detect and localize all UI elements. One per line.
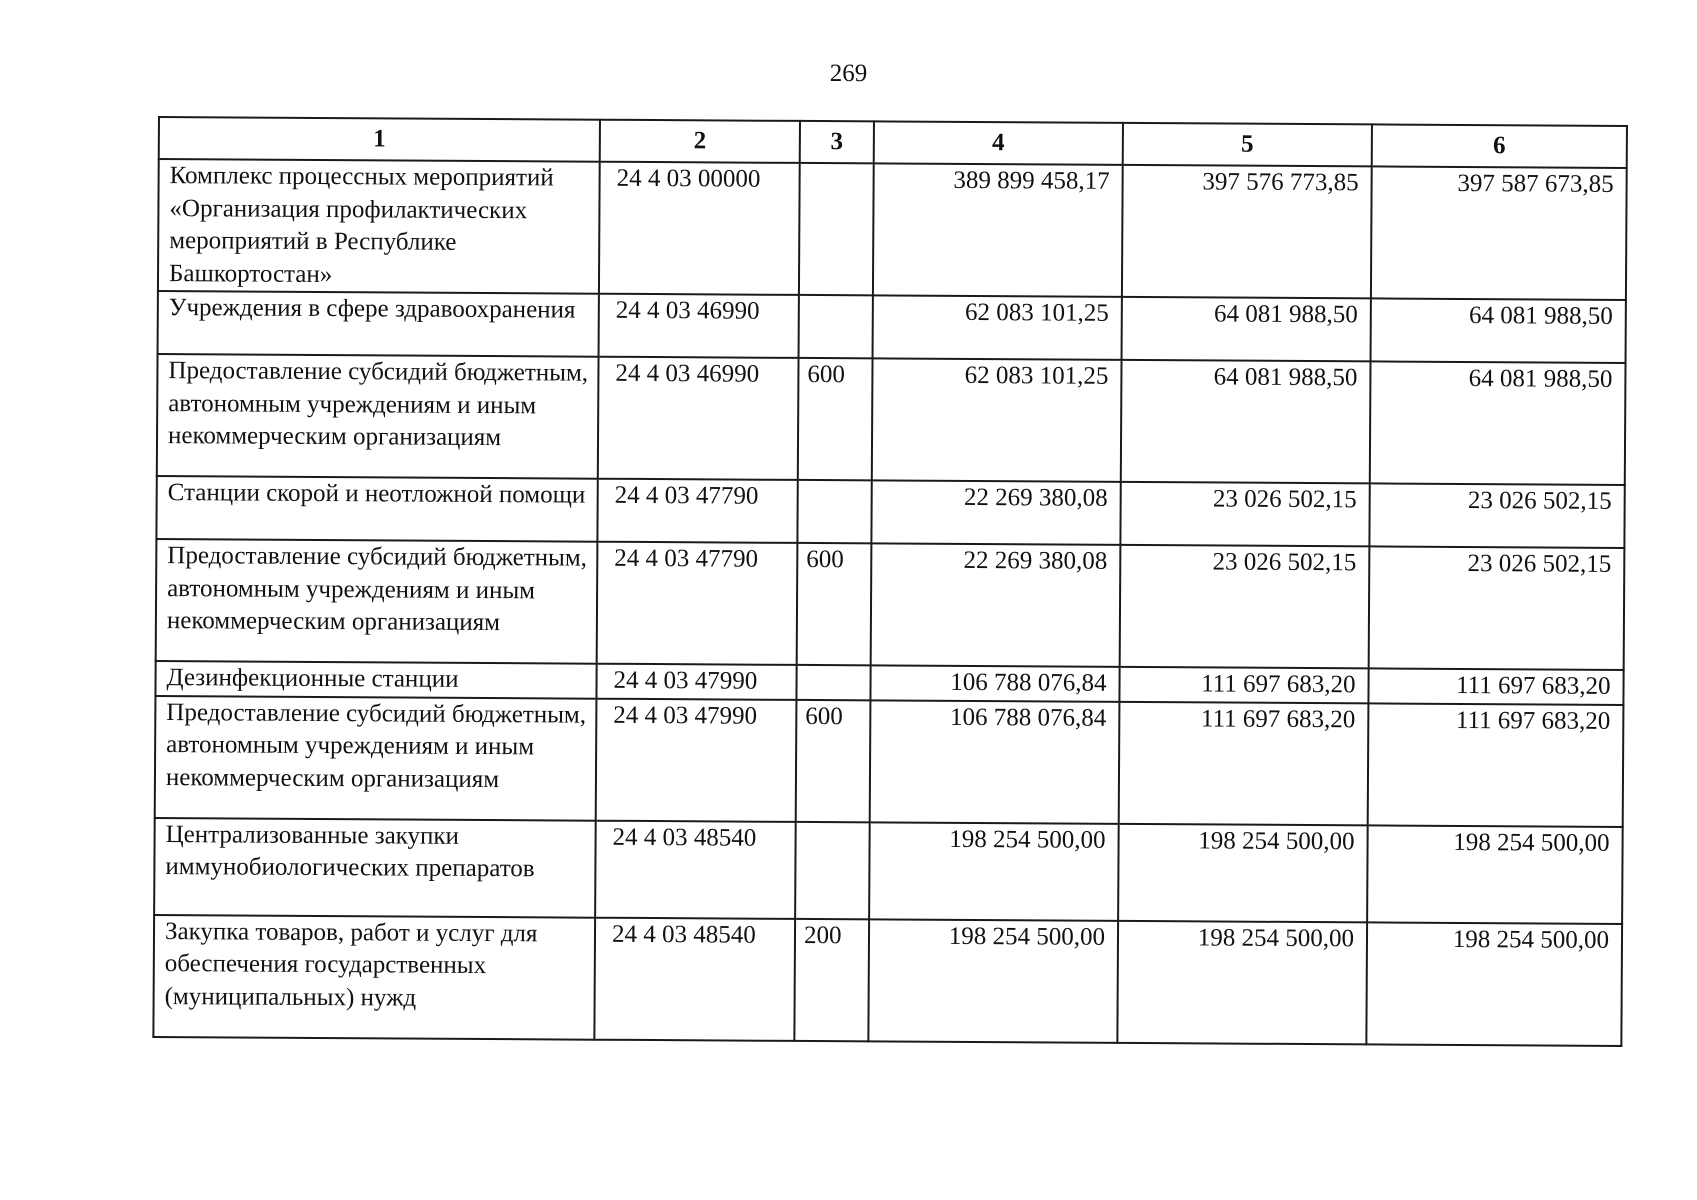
row-value-5: 23 026 502,15 (1120, 545, 1370, 669)
row-value-6: 198 254 500,00 (1367, 825, 1623, 924)
row-code: 24 4 03 47790 (597, 479, 797, 543)
row-value-6: 23 026 502,15 (1369, 483, 1624, 548)
table-row (158, 159, 1627, 300)
row-name: Дезинфекционные станции (155, 661, 596, 698)
row-expense-type (797, 480, 871, 543)
row-value-4: 106 788 076,84 (870, 665, 1119, 701)
row-name: Предоставление субсидий бюджетным, автономным учреждениям и иным некоммерческим организациям (157, 354, 599, 479)
row-value-4: 198 254 500,00 (868, 919, 1118, 1043)
row-value-5: 64 081 988,50 (1121, 360, 1371, 484)
column-header-5: 5 (1123, 123, 1372, 167)
row-value-4: 62 083 101,25 (872, 358, 1122, 482)
row-expense-type (799, 295, 873, 358)
row-value-5: 111 697 683,20 (1119, 701, 1369, 825)
row-expense-type: 600 (796, 699, 871, 821)
row-name: Предоставление субсидий бюджетным, автономным учреждениям и иным некоммерческим организациям (156, 539, 598, 664)
row-value-6: 64 081 988,50 (1371, 298, 1626, 363)
row-expense-type: 600 (797, 543, 872, 665)
row-value-6: 111 697 683,20 (1368, 668, 1623, 704)
row-value-4: 198 254 500,00 (869, 822, 1119, 921)
row-value-5: 64 081 988,50 (1122, 297, 1371, 362)
row-code: 24 4 03 47990 (596, 698, 797, 821)
column-header-4: 4 (874, 121, 1123, 165)
row-expense-type: 200 (794, 918, 869, 1040)
page-number: 269 (829, 60, 868, 87)
row-code: 24 4 03 00000 (599, 162, 800, 295)
row-code: 24 4 03 48540 (594, 917, 795, 1040)
row-value-6: 397 587 673,85 (1371, 166, 1627, 300)
table-row (157, 354, 1626, 485)
column-header-1: 1 (159, 117, 600, 162)
table-row (156, 476, 1624, 548)
row-name: Станции скорой и неотложной помощи (156, 476, 597, 542)
row-value-4: 62 083 101,25 (873, 295, 1122, 360)
row-value-5: 111 697 683,20 (1119, 667, 1368, 703)
row-value-4: 106 788 076,84 (870, 700, 1120, 824)
row-value-6: 198 254 500,00 (1366, 922, 1622, 1046)
row-value-4: 22 269 380,08 (871, 480, 1120, 545)
row-name: Централизованные закупки иммунобиологических препаратов (154, 817, 596, 917)
row-name: Учреждения в сфере здравоохранения (158, 291, 599, 357)
column-header-6: 6 (1372, 124, 1627, 168)
budget-table (152, 116, 1628, 1046)
row-expense-type: 600 (798, 358, 873, 480)
row-value-6: 64 081 988,50 (1370, 361, 1626, 485)
row-value-5: 198 254 500,00 (1117, 920, 1367, 1044)
row-expense-type (795, 821, 870, 918)
column-header-3: 3 (800, 121, 874, 163)
row-code: 24 4 03 47990 (596, 664, 796, 700)
row-code: 24 4 03 46990 (599, 294, 799, 358)
row-name: Комплекс процессных мероприятий «Организация профилактических мероприятий в Республике Башкортостан» (158, 159, 600, 294)
row-value-5: 198 254 500,00 (1118, 823, 1368, 922)
row-name: Закупка товаров, работ и услуг для обеспечения государственных (муниципальных) нужд (153, 914, 595, 1039)
table-row (154, 817, 1623, 923)
row-expense-type (799, 163, 874, 295)
table-row (156, 539, 1625, 670)
column-header-2: 2 (600, 120, 800, 163)
row-value-6: 23 026 502,15 (1369, 546, 1625, 670)
row-value-4: 22 269 380,08 (871, 543, 1121, 667)
row-value-5: 397 576 773,85 (1122, 165, 1372, 299)
row-value-6: 111 697 683,20 (1368, 703, 1624, 827)
table-row (153, 914, 1622, 1045)
table-row (155, 695, 1624, 826)
row-code: 24 4 03 47790 (597, 542, 798, 665)
row-value-5: 23 026 502,15 (1120, 482, 1369, 547)
row-value-4: 389 899 458,17 (873, 163, 1123, 297)
row-name: Предоставление субсидий бюджетным, автономным учреждениям и иным некоммерческим организациям (155, 695, 597, 820)
table-row (158, 291, 1626, 363)
row-code: 24 4 03 46990 (598, 357, 799, 480)
row-code: 24 4 03 48540 (595, 820, 796, 918)
row-expense-type (796, 665, 870, 700)
